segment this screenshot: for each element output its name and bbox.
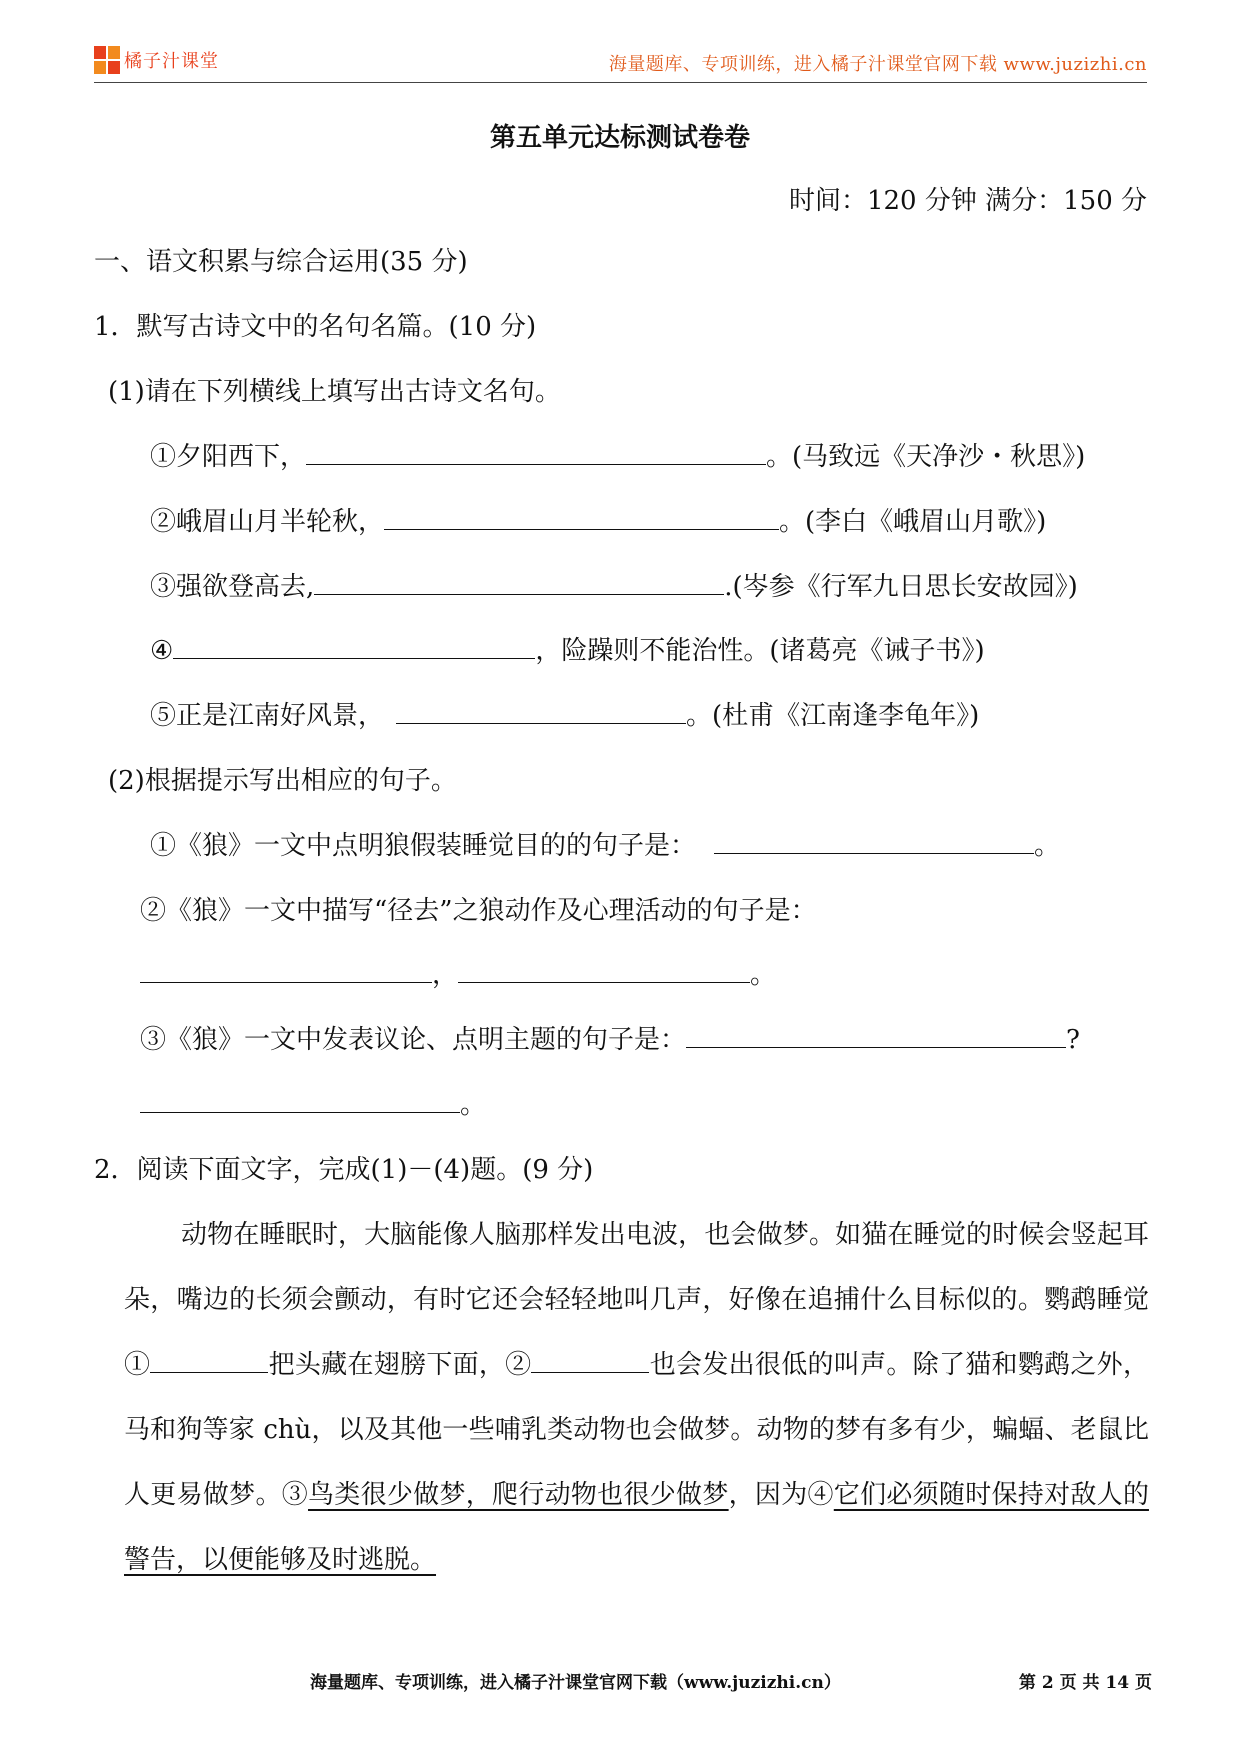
page-title: 第五单元达标测试卷卷 xyxy=(489,123,750,153)
prompt-item-1: ①《狼》一文中点明狼假装睡觉目的的句子是： 。 xyxy=(150,831,1061,861)
passage-blank-2[interactable] xyxy=(531,1348,649,1373)
answer-blank[interactable] xyxy=(140,1088,460,1113)
logo-text: 橘子汁课堂 xyxy=(124,51,219,72)
logo-icon xyxy=(94,46,120,74)
recite-item-3: ③强欲登高去, .(岑参《行军九日思长安故园》) xyxy=(150,572,1078,602)
recite-item-4: ④ ，险躁则不能治性。(诸葛亮《诫子书》) xyxy=(150,636,985,666)
answer-blank[interactable] xyxy=(686,1023,1066,1048)
answer-blank[interactable] xyxy=(306,440,766,465)
brand-logo xyxy=(94,46,219,74)
recite-item-2: ②峨眉山月半轮秋， 。(李白《峨眉山月歌》) xyxy=(150,507,1047,537)
exam-meta: 时间：120 分钟 满分：150 分 xyxy=(788,186,1147,216)
question-1-part-1: (1)请在下列横线上填写出古诗文名句。 xyxy=(108,377,561,407)
recite-item-1: ①夕阳西下， 。(马致远《天净沙・秋思》) xyxy=(150,442,1086,472)
answer-blank[interactable] xyxy=(140,958,432,983)
section-heading: 一、语文积累与综合运用(35 分) xyxy=(94,247,468,277)
header-slogan: 海量题库、专项训练，进入橘子汁课堂官网下载 www.juzizhi.cn xyxy=(608,54,1147,75)
answer-blank[interactable] xyxy=(458,958,750,983)
passage-blank-1[interactable] xyxy=(150,1348,268,1373)
question-1-heading: 1．默写古诗文中的名句名篇。(10 分) xyxy=(94,312,537,342)
recite-item-5: ⑤正是江南好风景， 。(杜甫《江南逢李龟年》) xyxy=(150,701,980,731)
answer-blank[interactable] xyxy=(314,570,724,595)
answer-blank[interactable] xyxy=(384,505,779,530)
answer-blank[interactable] xyxy=(714,829,1034,854)
question-1-part-2: (2)根据提示写出相应的句子。 xyxy=(108,766,457,796)
page-header xyxy=(94,40,1147,83)
answer-blank[interactable] xyxy=(396,699,686,724)
prompt-item-2: ②《狼》一文中描写“径去”之狼动作及心理活动的句子是： xyxy=(140,896,817,926)
prompt-item-3-answer: 。 xyxy=(140,1088,486,1122)
page-number: 第 2 页 共 14 页 xyxy=(1018,1673,1152,1693)
prompt-item-2-answer: ， 。 xyxy=(140,958,776,992)
answer-blank[interactable] xyxy=(173,634,535,659)
underlined-sentence-4: 它们必须随时保持对敌人的警告，以便能够及时逃脱。 xyxy=(124,1480,1149,1575)
question-2-heading: 2．阅读下面文字，完成(1)－(4)题。(9 分) xyxy=(94,1155,594,1185)
footer-text: 海量题库、专项训练，进入橘子汁课堂官网下载（www.juzizhi.cn） xyxy=(310,1673,841,1693)
prompt-item-3: ③《狼》一文中发表议论、点明主题的句子是： ? xyxy=(140,1025,1080,1055)
underlined-sentence-3: 鸟类很少做梦，爬行动物也很少做梦 xyxy=(308,1480,729,1510)
reading-passage: 动物在睡眠时，大脑能像人脑那样发出电波，也会做梦。如猫在睡觉的时候会竖起耳朵，嘴边的长须会颤动，有时它还会轻轻地叫几声，好像在追捕什么目标似的。鹦鹉睡觉① 把头藏在翅膀下面，② 也会发出很低的叫声。除了猫和鹦鹉之外，马和狗等家 chù，以及其他一些哺乳类动物也会做梦。动物的梦有多有少，蝙蝠、老鼠比人更易做梦。③鸟类很少做梦，爬行动物也很少做梦，因为④它们必须随时保持对敌人的警告，以便能够及时逃脱。 xyxy=(124,1220,1149,1575)
